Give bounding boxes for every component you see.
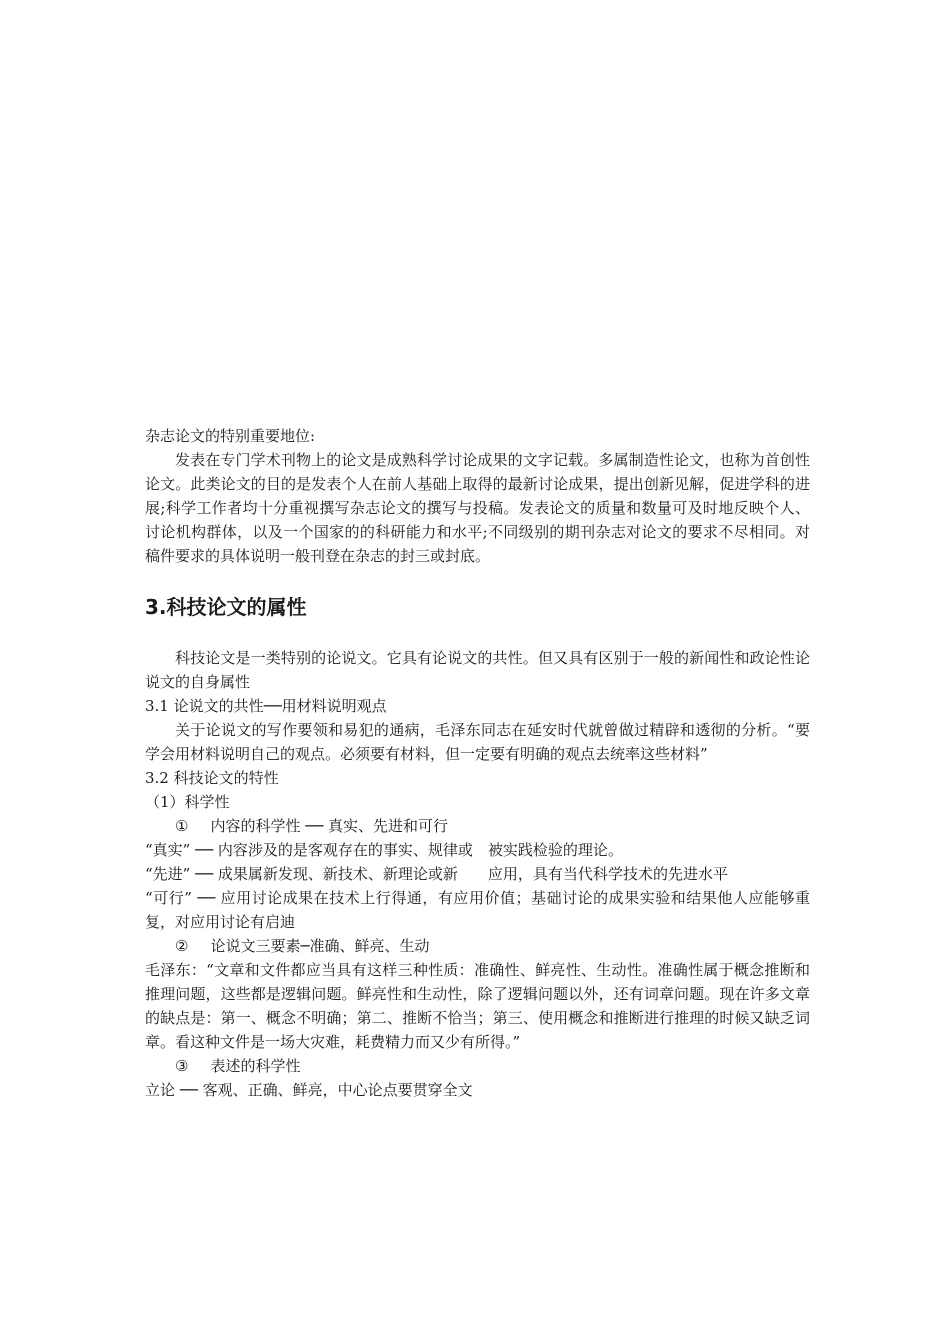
section-3-heading: 3.科技论文的属性 (145, 595, 307, 619)
list-item-1 (145, 814, 810, 838)
list-item-1-number: ① (175, 817, 189, 835)
section-3-intro: 科技论文是一类特别的论说文。它具有论说文的共性。但又具有区别于一般的新闻性和政论性论说文的自身属性 (145, 649, 810, 691)
definition-feasible: “可行” ── 应用讨论成果在技术上行得通，有应用价值；基础讨论的成果实验和结果他人应能够重复，对应用讨论有启迪 (145, 889, 810, 931)
list-item-3-number: ③ (175, 1057, 189, 1075)
definition-argument: 立论 ── 客观、正确、鲜亮，中心论点要贯穿全文 (145, 1081, 473, 1099)
journal-paper-paragraph: 发表在专门学术刊物上的论文是成熟科学讨论成果的文字记载。多属制造性论文，也称为首创性论文。此类论文的目的是发表个人在前人基础上取得的最新讨论成果，提出创新见解，促进学科的进展;科学工作者均十分重视撰写杂志论文的撰写与投稿。发表论文的质量和数量可及时地反映个人、讨论机构群体，以及一个国家的的科研能力和水平;不同级别的期刊杂志对论文的要求不尽相同。对稿件要求的具体说明一般刊登在杂志的封三或封底。 (145, 451, 810, 565)
definition-advanced: “先进” ── 成果属新发现、新技术、新理论或新 应用，具有当代科学技术的先进水平 (145, 865, 728, 883)
list-item-2-number: ② (175, 937, 189, 955)
list-item-3 (145, 1054, 810, 1078)
list-item-1-text: 内容的科学性 ── 真实、先进和可行 (210, 817, 449, 835)
subsection-3-1-body: 关于论说文的写作要领和易犯的通病，毛泽东同志在延安时代就曾做过精辟和透彻的分析。“要学会用材料说明自己的观点。必须要有材料，但一定要有明确的观点去统率这些材料” (145, 721, 810, 763)
mao-quote: 毛泽东：“文章和文件都应当具有这样三种性质：准确性、鲜亮性、生动性。准确性属于概念推断和推理问题，这些都是逻辑问题。鲜亮性和生动性，除了逻辑问题以外，还有词章问题。现在许多文章的缺点是：第一、概念不明确；第二、推断不恰当；第三、使用概念和推断进行推理的时候又缺乏词章。看这种文件是一场大灾难，耗费精力而又少有所得。” (145, 961, 810, 1051)
subsection-3-1-title: 3.1 论说文的共性──用材料说明观点 (145, 697, 387, 715)
section-lead: 杂志论文的特别重要地位: (145, 427, 316, 445)
list-item-3-text: 表述的科学性 (210, 1057, 301, 1075)
list-item-2-text: 论说文三要素─准确、鲜亮、生动 (210, 937, 430, 955)
definition-real: “真实” ── 内容涉及的是客观存在的事实、规律或 被实践检验的理论。 (145, 841, 623, 859)
subsection-3-2-title: 3.2 科技论文的特性 (145, 769, 279, 787)
list-item-2 (145, 934, 810, 958)
document-page (145, 424, 810, 1102)
scientificity-label: （1）科学性 (145, 793, 230, 811)
